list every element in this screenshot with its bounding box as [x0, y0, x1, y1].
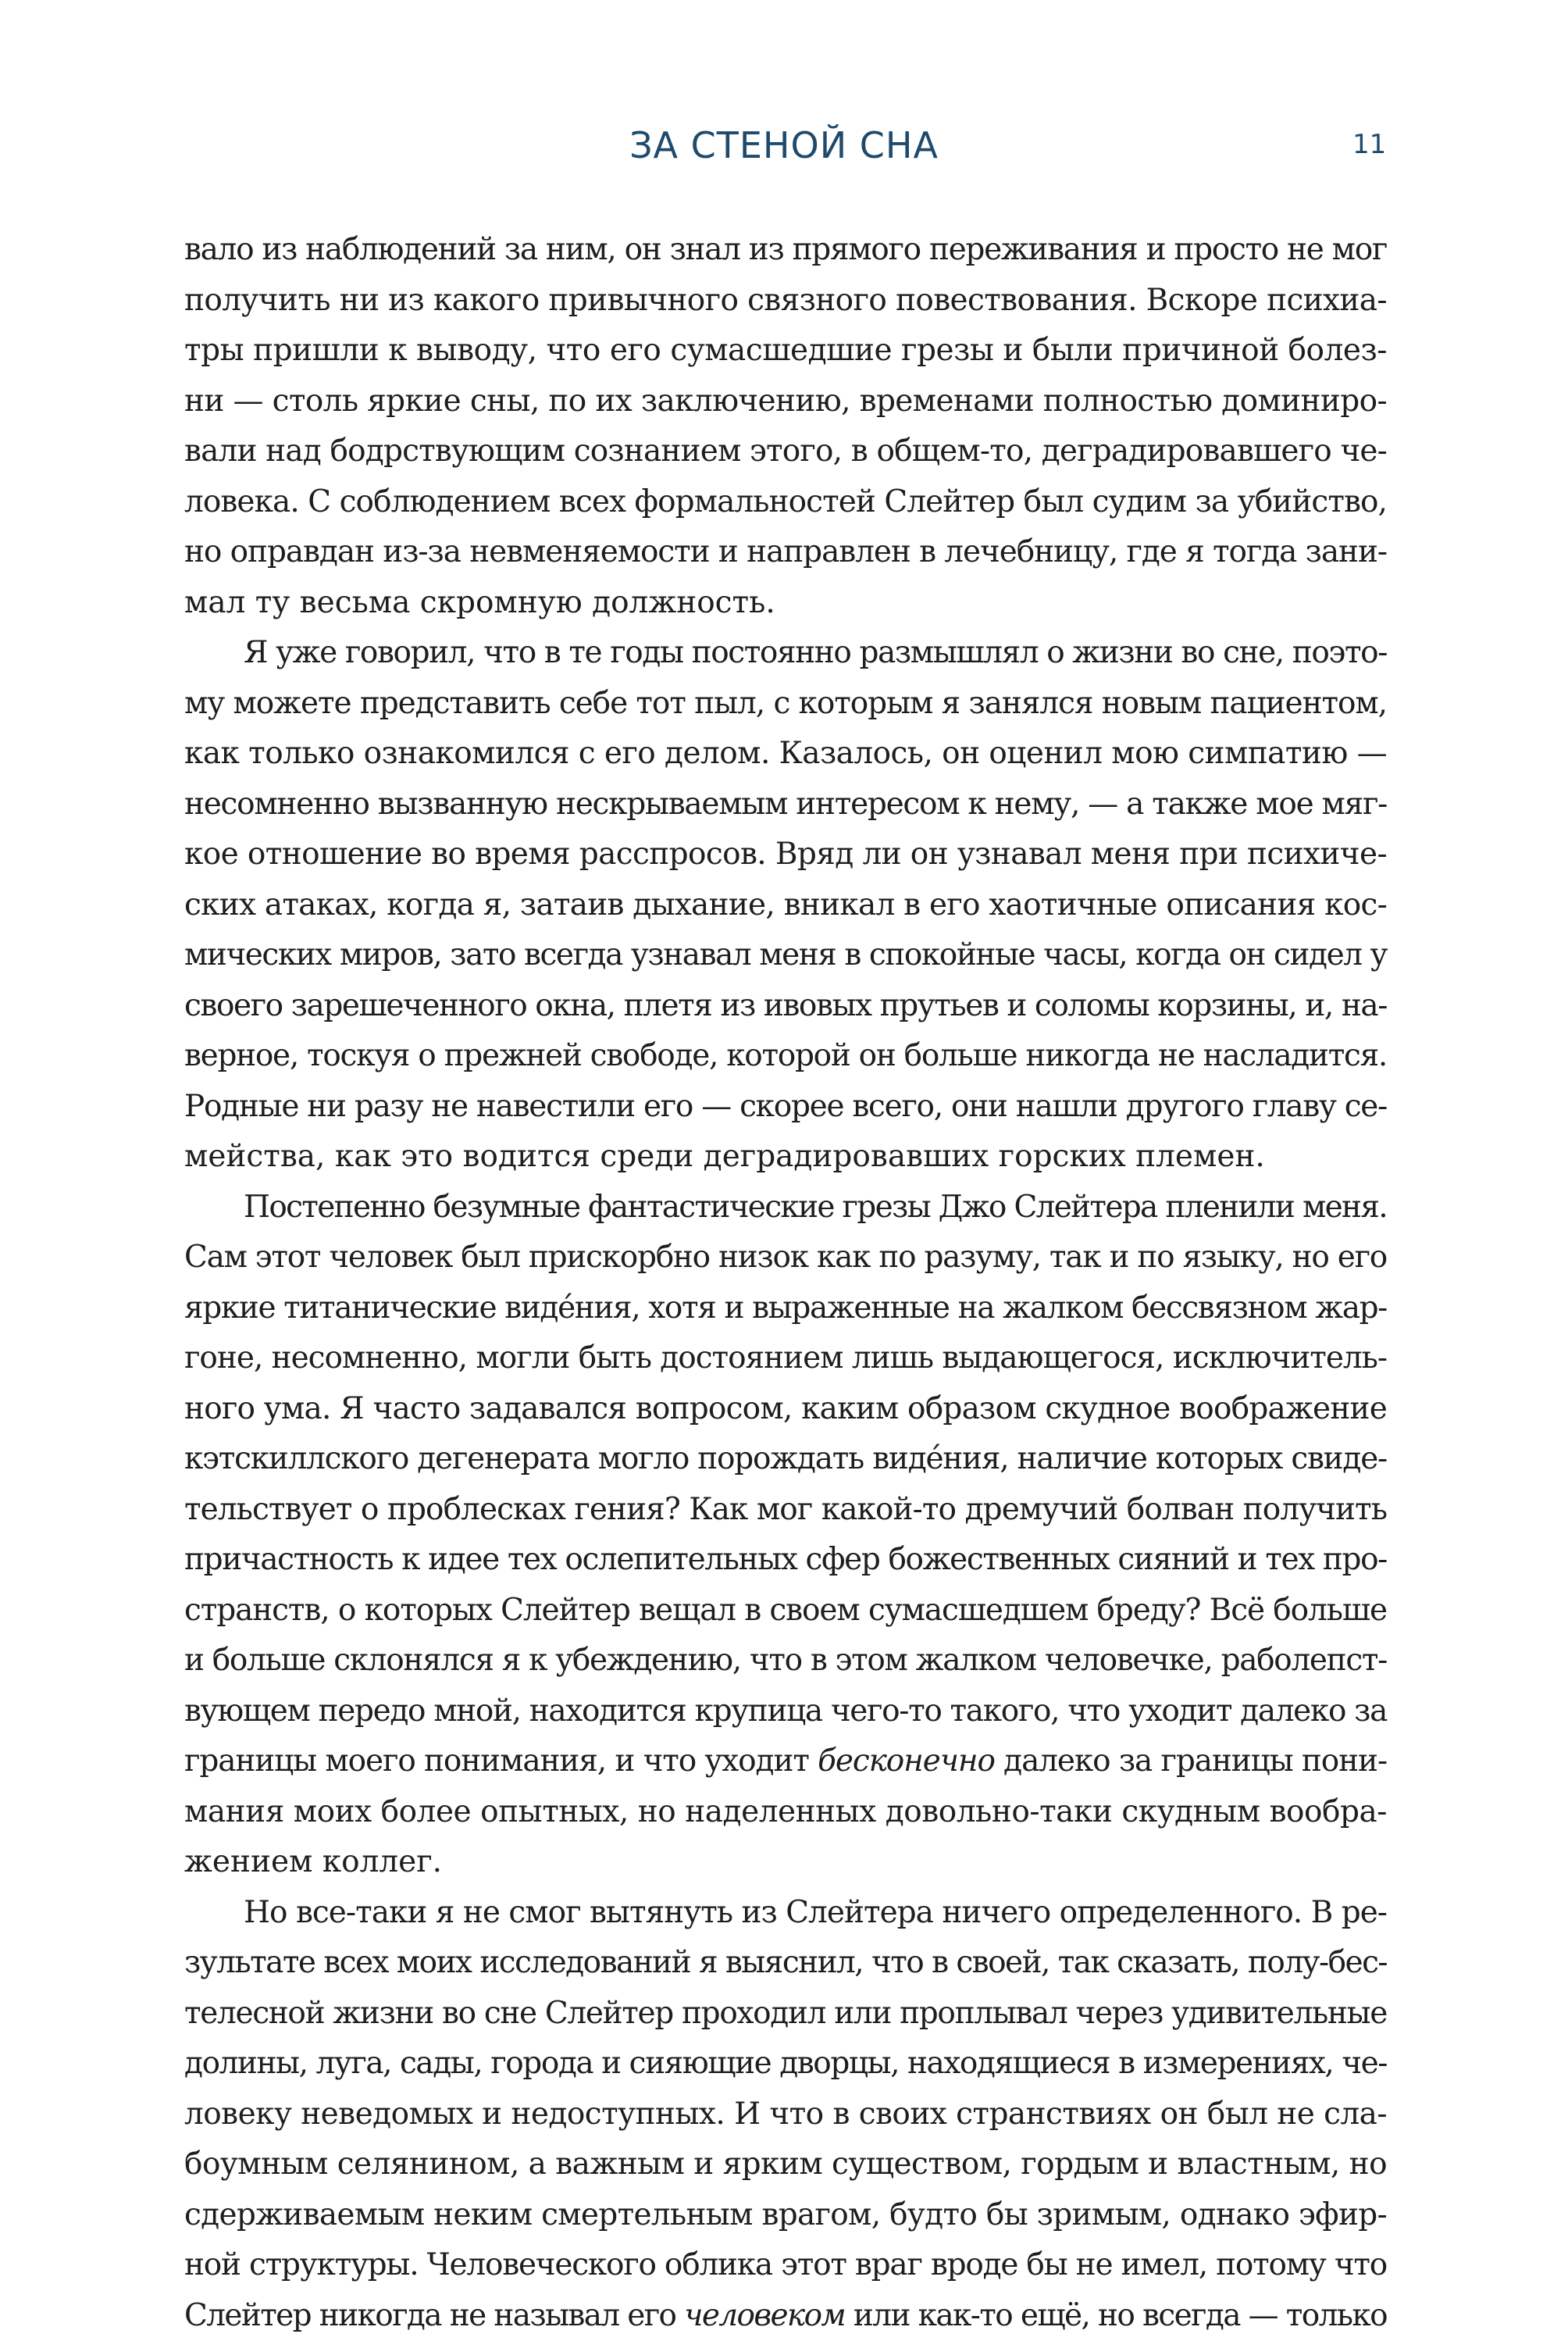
- text-line: телесной жизни во сне Слейтер проходил или проплывал через удивительные: [184, 1989, 1387, 2039]
- text-line: вующем передо мной, находится крупица чего-то такого, что уходит далеко за: [184, 1686, 1387, 1737]
- text-line: Постепенно безумные фантастические грезы Джо Слейтера пленили меня.: [184, 1183, 1387, 1233]
- text-line: кэтскиллского дегенерата могло порождать видéния, наличие которых свиде-: [184, 1434, 1387, 1485]
- paragraph-1: [184, 225, 1387, 628]
- text-line: яркие титанические видéния, хотя и выраженные на жалком бессвязном жар-: [184, 1283, 1387, 1334]
- text-line: мания моих более опытных, но наделенных довольно-таки скудным вообра-: [184, 1787, 1387, 1838]
- text-line: сдерживаемым неким смертельным врагом, будто бы зримым, однако эфир-: [184, 2190, 1387, 2241]
- text-line: границы моего понимания, и что уходит бесконечно далеко за границы пони-: [184, 1736, 1387, 1787]
- text-line: получить ни из какого привычного связного повествования. Вскоре психиа-: [184, 276, 1387, 327]
- text-line: верное, тоскуя о прежней свободе, которой он больше никогда не насладится.: [184, 1031, 1387, 1082]
- text-line: мейства, как это водится среди деградировавших горских племен.: [184, 1132, 1387, 1183]
- paragraph-3: [184, 1183, 1387, 1888]
- body-text: [184, 225, 1387, 2341]
- text-line: жением коллег.: [184, 1837, 1387, 1888]
- text-line: зультате всех моих исследований я выяснил, что в своей, так сказать, полу-бес-: [184, 1938, 1387, 1989]
- text-line: странств, о которых Слейтер вещал в своем сумасшедшем бреду? Всё больше: [184, 1586, 1387, 1636]
- text-line: кое отношение во время расспросов. Вряд ли он узнавал меня при психиче-: [184, 830, 1387, 880]
- text-line: Сам этот человек был прискорбно низок как по разуму, так и по языку, но его: [184, 1233, 1387, 1283]
- text-line: мал ту весьма скромную должность.: [184, 578, 1387, 629]
- text-line: Родные ни разу не навестили его — скорее всего, они нашли другого главу се-: [184, 1082, 1387, 1133]
- text-line: Слейтер никогда не называл его человеком или как-то ещё, но всегда — только: [184, 2291, 1387, 2341]
- text-line: му можете представить себе тот пыл, с которым я занялся новым пациентом,: [184, 679, 1387, 730]
- text-line: ного ума. Я часто задавался вопросом, каким образом скудное воображение: [184, 1384, 1387, 1435]
- text-line: Я уже говорил, что в те годы постоянно размышлял о жизни во сне, поэто-: [184, 628, 1387, 679]
- text-line: ни — столь яркие сны, по их заключению, временами полностью доминиро-: [184, 376, 1387, 427]
- page-number: 11: [1352, 125, 1399, 164]
- text-line: мических миров, зато всегда узнавал меня в спокойные часы, когда он сидел у: [184, 930, 1387, 981]
- text-line: но оправдан из-за невменяемости и направлен в лечебницу, где я тогда зани-: [184, 527, 1387, 578]
- text-line: ловеку неведомых и недоступных. И что в своих странствиях он был не сла-: [184, 2089, 1387, 2140]
- text-line: несомненно вызванную нескрываемым интересом к нему, — а также мое мяг-: [184, 780, 1387, 830]
- text-line: причастность к идее тех ослепительных сфер божественных сияний и тех про-: [184, 1535, 1387, 1586]
- text-line: ских атаках, когда я, затаив дыхание, вникал в его хаотичные описания кос-: [184, 880, 1387, 931]
- text-line: тельствует о проблесках гения? Как мог какой-то дремучий болван получить: [184, 1485, 1387, 1536]
- running-head-title: ЗА СТЕНОЙ СНА: [0, 123, 1568, 167]
- italic-emphasis: бесконечно: [818, 1743, 995, 1779]
- italic-emphasis: человеком: [684, 2298, 845, 2333]
- paragraph-2: [184, 628, 1387, 1183]
- text-line: как только ознакомился с его делом. Казалось, он оценил мою симпатию —: [184, 729, 1387, 780]
- text-line: тры пришли к выводу, что его сумасшедшие грезы и были причиной болез-: [184, 326, 1387, 376]
- text-line: долины, луга, сады, города и сияющие дворцы, находящиеся в измерениях, че-: [184, 2039, 1387, 2089]
- text-line: и больше склонялся я к убеждению, что в этом жалком человечке, раболепст-: [184, 1636, 1387, 1686]
- paragraph-4: [184, 1888, 1387, 2341]
- text-line: ловека. С соблюдением всех формальностей Слейтер был судим за убийство,: [184, 477, 1387, 528]
- text-line: вало из наблюдений за ним, он знал из прямого переживания и просто не мог: [184, 225, 1387, 276]
- text-line: вали над бодрствующим сознанием этого, в общем-то, деградировавшего че-: [184, 426, 1387, 477]
- text-line: боумным селянином, а важным и ярким существом, гордым и властным, но: [184, 2139, 1387, 2190]
- text-line: гоне, несомненно, могли быть достоянием лишь выдающегося, исключитель-: [184, 1333, 1387, 1384]
- text-line: Но все-таки я не смог вытянуть из Слейтера ничего определенного. В ре-: [184, 1888, 1387, 1939]
- text-line: своего зарешеченного окна, плетя из ивовых прутьев и соломы корзины, и, на-: [184, 981, 1387, 1032]
- text-line: ной структуры. Человеческого облика этот враг вроде бы не имел, потому что: [184, 2240, 1387, 2291]
